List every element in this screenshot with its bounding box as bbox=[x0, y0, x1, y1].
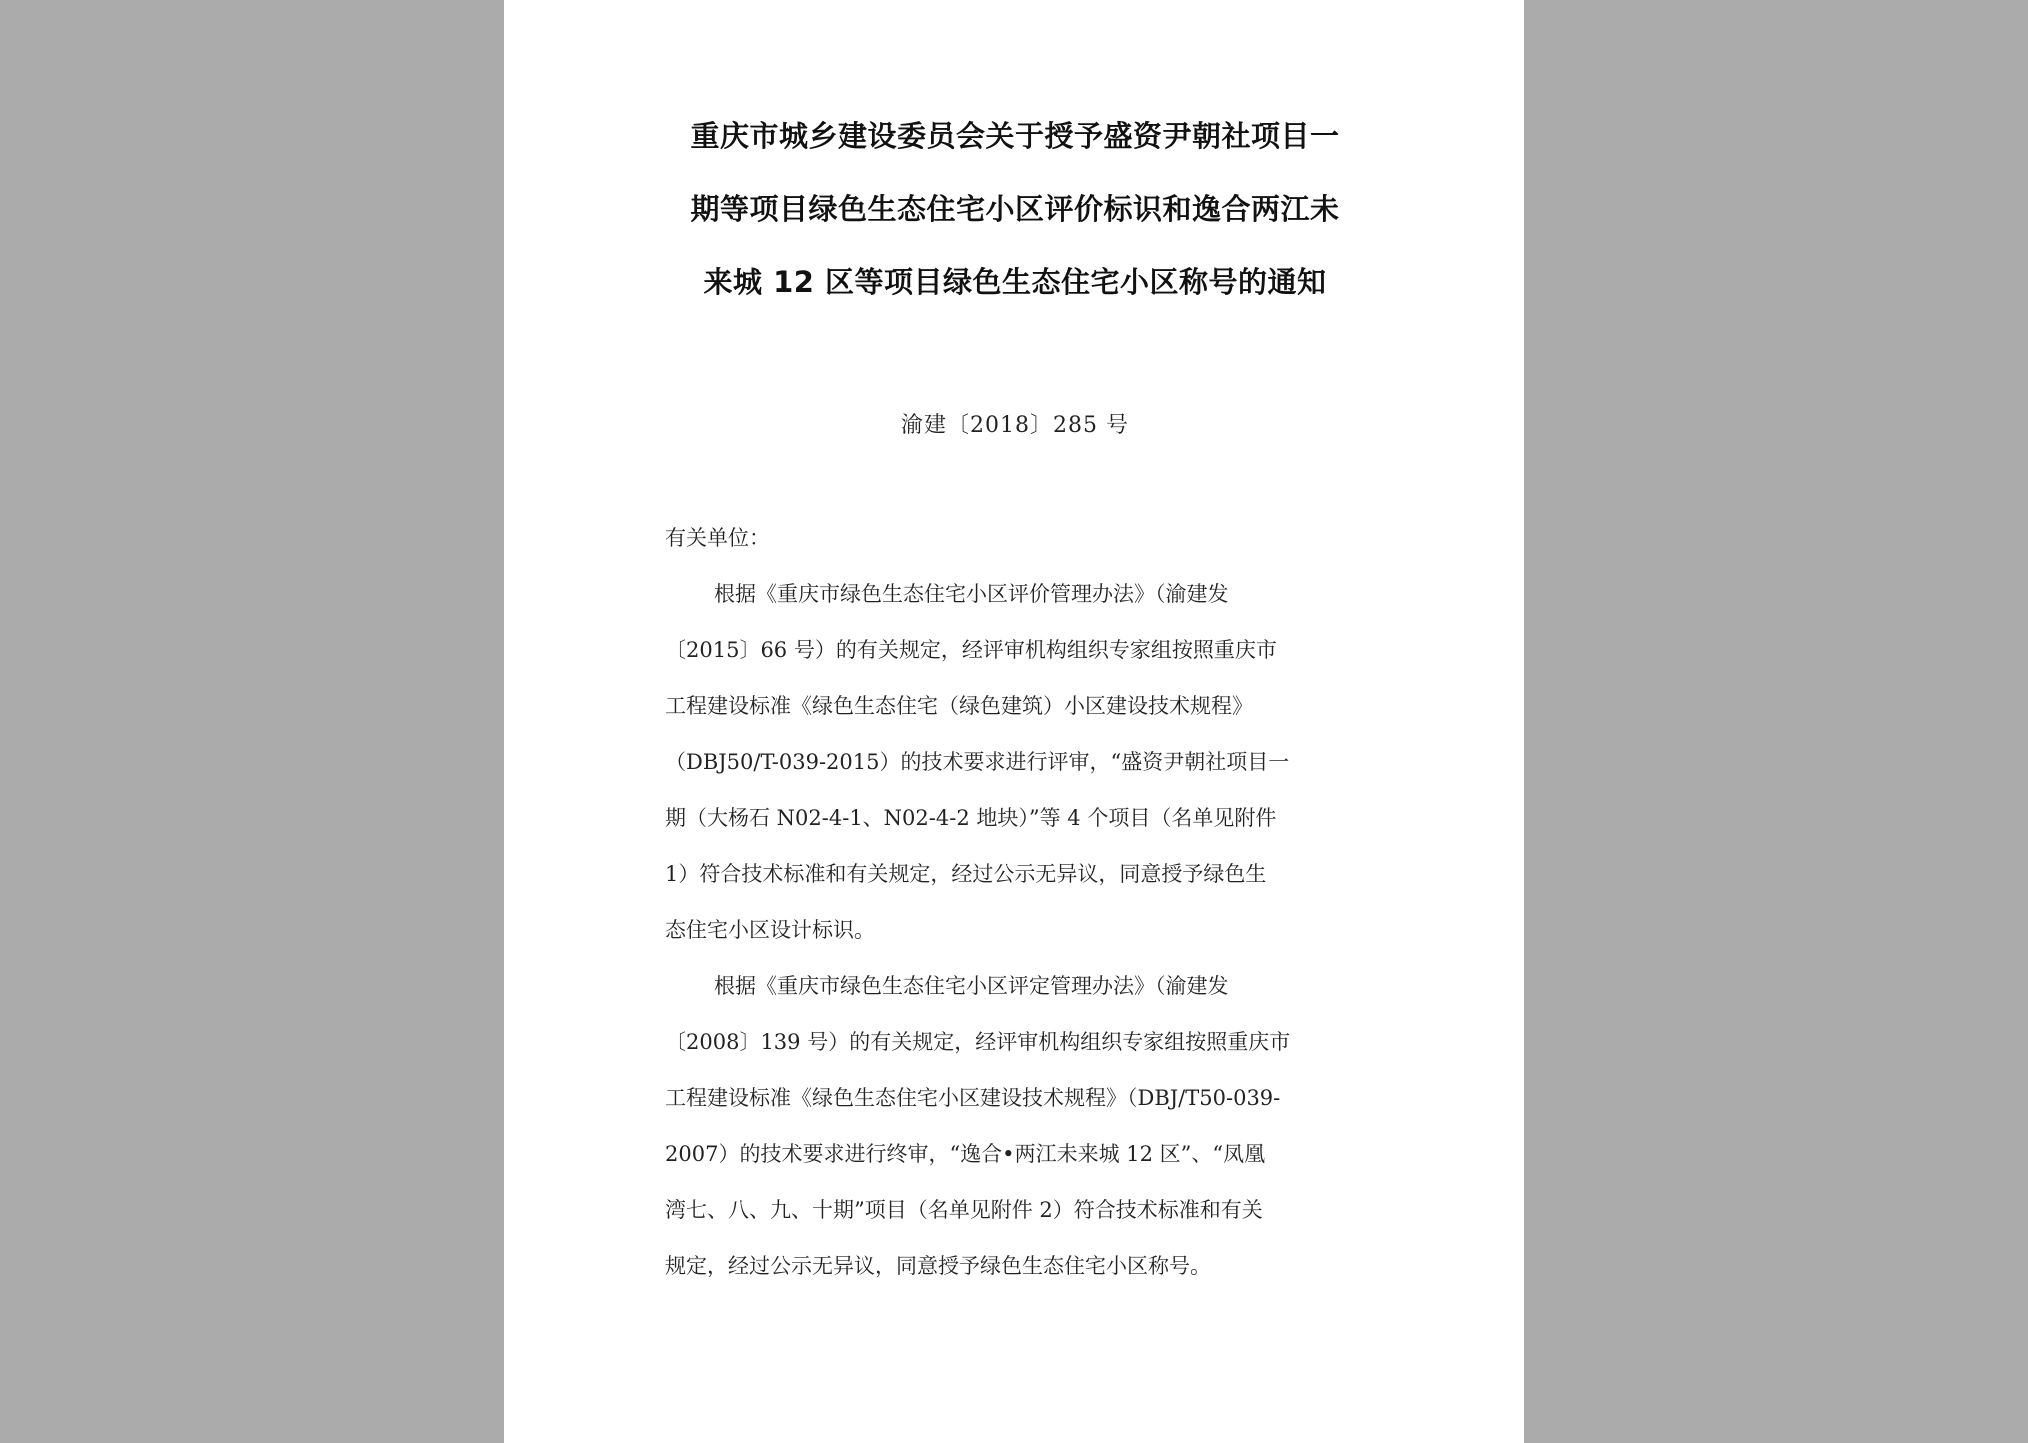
paragraph-line: 工程建设标准《绿色生态住宅小区建设技术规程》（DBJ/T50-039- bbox=[665, 1086, 1281, 1110]
document-body bbox=[665, 520, 1365, 1304]
paragraph-line: 〔2008〕139 号）的有关规定，经评审机构组织专家组按照重庆市 bbox=[665, 1030, 1291, 1054]
document-number: 渝建〔2018〕285 号 bbox=[901, 413, 1129, 438]
paragraph-line: 工程建设标准《绿色生态住宅（绿色建筑）小区建设技术规程》 bbox=[665, 694, 1253, 718]
paragraph-2 bbox=[665, 968, 1365, 1304]
document-title bbox=[665, 112, 1365, 331]
salutation: 有关单位： bbox=[665, 526, 770, 550]
paragraph-line: （DBJ50/T-039-2015）的技术要求进行评审，“盛资尹朝社项目一 bbox=[665, 750, 1290, 774]
paragraph-line: 态住宅小区设计标识。 bbox=[665, 918, 875, 942]
title-line: 来城 12 区等项目绿色生态住宅小区称号的通知 bbox=[703, 265, 1327, 299]
paragraph-line: 湾七、八、九、十期”项目（名单见附件 2）符合技术标准和有关 bbox=[665, 1198, 1263, 1222]
paragraph-line: 根据《重庆市绿色生态住宅小区评定管理办法》（渝建发 bbox=[714, 974, 1229, 998]
paragraph-line: 规定，经过公示无异议，同意授予绿色生态住宅小区称号。 bbox=[665, 1254, 1211, 1278]
title-line: 期等项目绿色生态住宅小区评价标识和逸合两江未 bbox=[690, 192, 1340, 226]
paragraph-line: 1）符合技术标准和有关规定，经过公示无异议，同意授予绿色生 bbox=[665, 862, 1267, 886]
title-line: 重庆市城乡建设委员会关于授予盛资尹朝社项目一 bbox=[690, 119, 1340, 153]
paragraph-line: 期（大杨石 N02-4-1、N02-4-2 地块）”等 4 个项目（名单见附件 bbox=[665, 806, 1277, 830]
paragraph-1 bbox=[665, 576, 1365, 968]
paragraph-line: 根据《重庆市绿色生态住宅小区评价管理办法》（渝建发 bbox=[714, 582, 1229, 606]
document-page bbox=[504, 0, 1524, 1443]
paragraph-line: 2007）的技术要求进行终审，“逸合•两江未来城 12 区”、“凤凰 bbox=[665, 1142, 1266, 1166]
paragraph-line: 〔2015〕66 号）的有关规定，经评审机构组织专家组按照重庆市 bbox=[665, 638, 1277, 662]
